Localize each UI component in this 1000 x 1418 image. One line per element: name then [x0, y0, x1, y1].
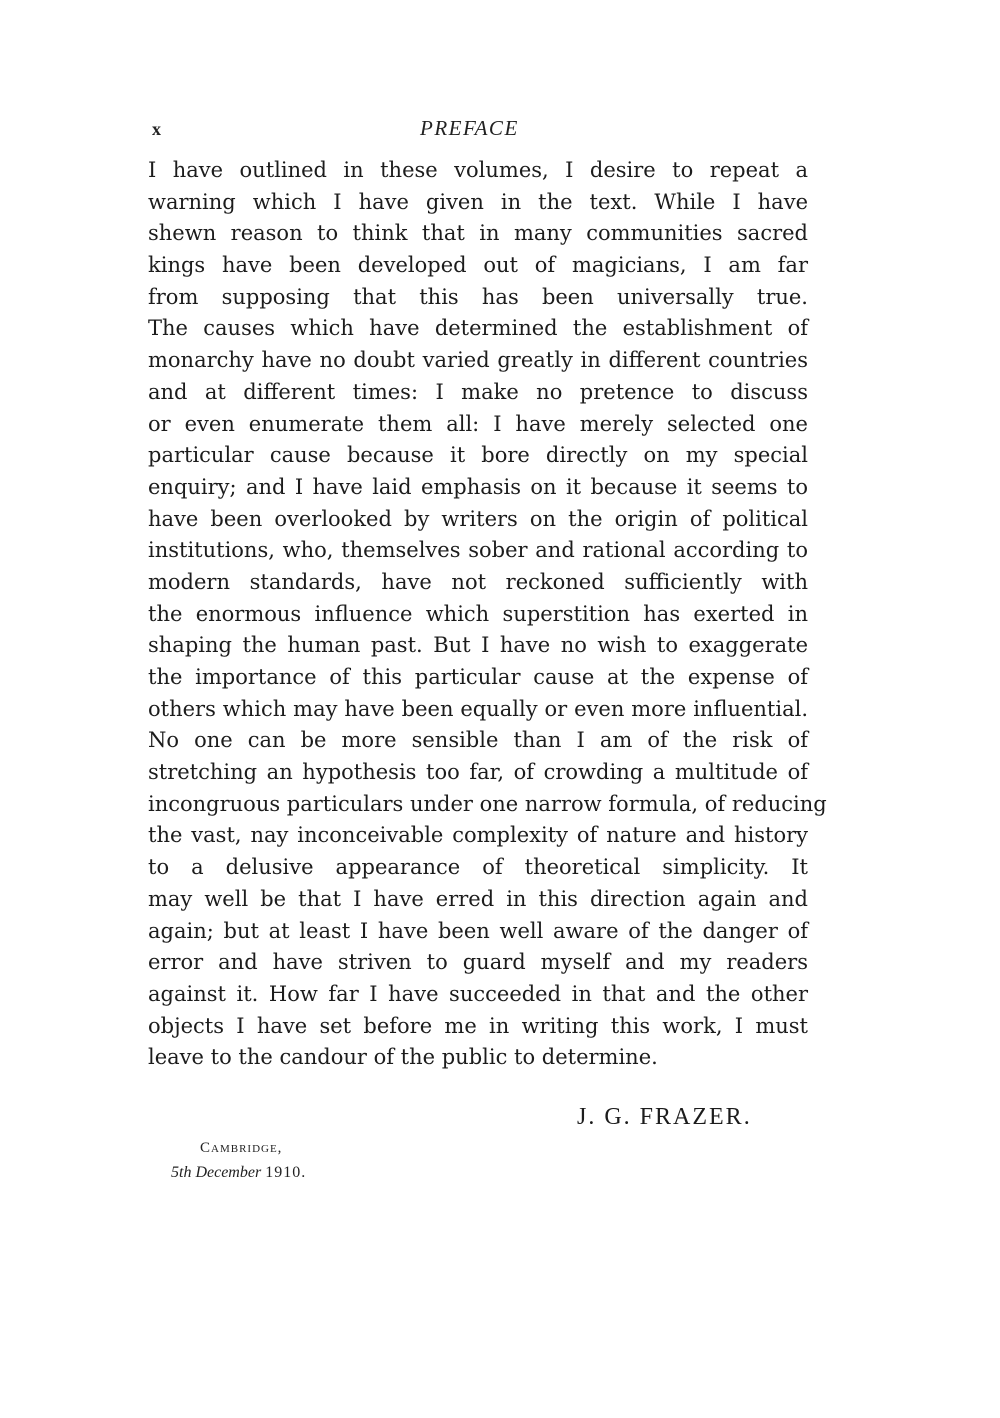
- author-signature: J. G. FRAZER.: [577, 1104, 752, 1130]
- text-line: to a delusive appearance of theoretical simplicity. It: [148, 855, 808, 880]
- preface-body: [148, 155, 827, 1074]
- text-line: and at different times: I make no pretence to discuss: [148, 379, 808, 404]
- text-line: monarchy have no doubt varied greatly in different countries: [148, 348, 808, 373]
- date-year: 1910.: [265, 1164, 307, 1181]
- text-line: the vast, nay inconceivable complexity of nature and history: [148, 823, 808, 848]
- text-line: error and have striven to guard myself and my readers: [148, 950, 808, 975]
- text-line-last: leave to the candour of the public to determine.: [148, 1045, 658, 1070]
- text-line: the importance of this particular cause at the expense of: [148, 665, 808, 689]
- text-line: warning which I have given in the text. While I have: [148, 189, 808, 214]
- text-line: modern standards, have not reckoned sufficiently with: [148, 569, 808, 594]
- text-line: institutions, who, themselves sober and rational according to: [148, 538, 808, 563]
- page-number: x: [152, 119, 161, 139]
- text-line: enquiry; and I have laid emphasis on it because it seems to: [148, 474, 808, 499]
- text-line: against it. How far I have succeeded in that and the other: [148, 981, 808, 1006]
- text-line: objects I have set before me in writing this work, I must: [148, 1013, 808, 1038]
- text-line: have been overlooked by writers on the origin of political: [148, 506, 808, 531]
- text-line: the enormous influence which superstition has exerted in: [148, 601, 808, 626]
- text-line: stretching an hypothesis too far, of crowding a multitude of: [148, 760, 808, 785]
- text-line: I have outlined in these volumes, I desire to repeat a: [148, 158, 808, 182]
- text-line: kings have been developed out of magicians, I am far: [148, 253, 808, 278]
- text-line: shaping the human past. But I have no wish to exaggerate: [148, 633, 808, 658]
- text-line: No one can be more sensible than I am of the risk of: [148, 728, 808, 753]
- running-head: PREFACE: [420, 116, 519, 140]
- text-line: may well be that I have erred in this direction again and: [148, 886, 808, 911]
- date-line: [171, 1164, 306, 1182]
- date-day: 5th December: [171, 1164, 262, 1181]
- text-line: incongruous particulars under one narrow formula, of reducing: [148, 791, 827, 816]
- text-line: again; but at least I have been well aware of the danger of: [148, 918, 808, 943]
- text-line: The causes which have determined the establishment of: [148, 316, 808, 341]
- text-line: others which may have been equally or even more influential.: [148, 696, 808, 721]
- text-line: particular cause because it bore directly on my special: [148, 443, 808, 468]
- text-line: or even enumerate them all: I have merely selected one: [148, 411, 808, 436]
- place-line: Cambridge,: [200, 1140, 283, 1156]
- text-line: shewn reason to think that in many communities sacred: [148, 221, 808, 246]
- text-line: from supposing that this has been universally true.: [148, 284, 808, 309]
